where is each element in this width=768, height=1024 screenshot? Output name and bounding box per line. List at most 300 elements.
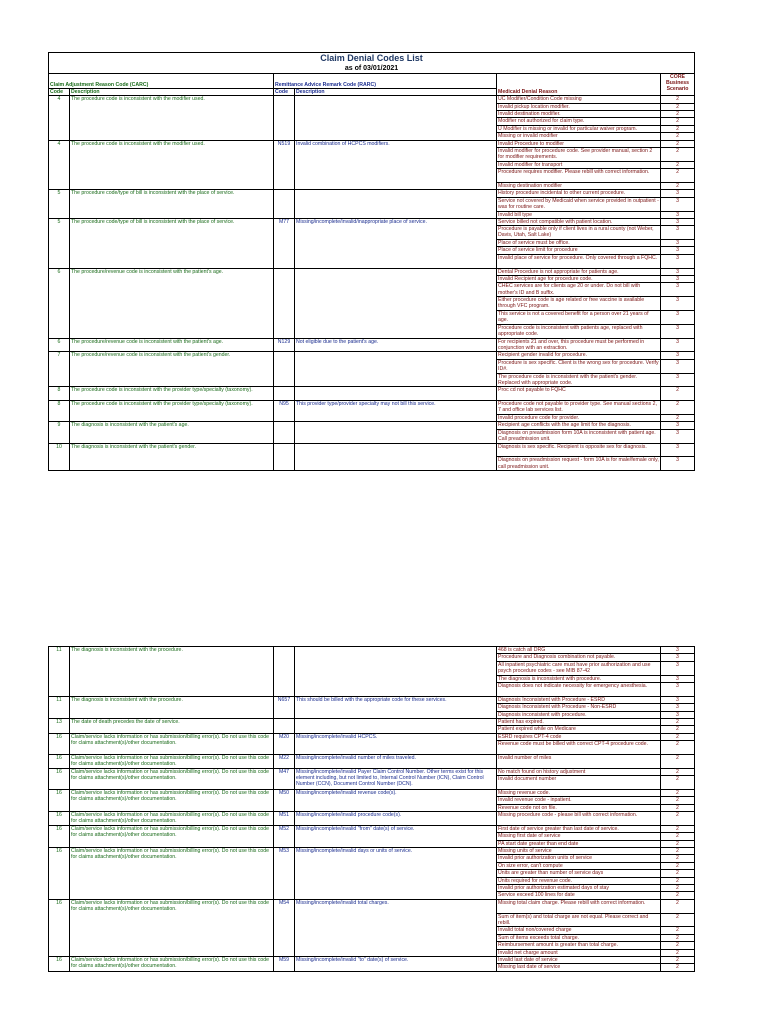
carc-description-cell: Claim/service lacks information or has submission/billing error(s). Do not use this code for claims attachment(s)/other documentation.: [70, 899, 274, 956]
medicaid-reason-cell: [497, 140, 661, 190]
core-scenario-value: 3: [676, 457, 679, 464]
medicaid-reason-item: Diagnosis inconsistent with procedure.: [498, 711, 587, 718]
carc-description-cell: Claim/service lacks information or has submission/billing error(s). Do not use this code for claims attachment(s)/other documentation.: [70, 848, 274, 900]
carc-group-header: Claim Adjustment Reason Code (CARC): [49, 74, 274, 89]
rarc-description-cell: Missing/incomplete/invalid/inappropriate place of service.: [295, 218, 497, 268]
medicaid-reason-cell: [497, 268, 661, 338]
rarc-group-header: Remittance Advice Remark Code (RARC): [274, 74, 497, 89]
core-scenario-value: 2: [676, 754, 679, 761]
carc-code-cell: 4: [49, 96, 70, 140]
medicaid-reason-item: Revenue code not on file.: [498, 804, 557, 811]
core-scenario-value: 2: [676, 741, 679, 748]
carc-code-cell: 10: [49, 443, 70, 471]
core-scenario-value: 2: [661, 942, 694, 949]
table-row: [49, 268, 695, 338]
medicaid-reason-item: 468 is catch all DRG: [497, 647, 660, 654]
medicaid-reason-cell: [497, 956, 661, 971]
carc-code-cell: 11: [49, 647, 70, 697]
carc-description-cell: Claim/service lacks information or has submission/billing error(s). Do not use this code for claims attachment(s)/other documentation.: [70, 733, 274, 754]
core-scenario-value: 2: [661, 111, 694, 118]
table-row: [49, 647, 695, 697]
core-scenario-value: 3: [661, 190, 694, 197]
rarc-code-cell: N95: [274, 401, 295, 422]
carc-code-cell: 9: [49, 422, 70, 443]
core-scenario-value: 3: [676, 324, 679, 331]
denial-code-rows-1: [49, 96, 695, 471]
carc-code-cell: 16: [49, 848, 70, 900]
medicaid-reason-item: Sum of items exceeds total charge.: [497, 935, 660, 942]
core-scenario-value: 3: [661, 422, 694, 429]
carc-code-cell: 4: [49, 140, 70, 190]
medicaid-reason-item: Dental Procedure is not appropriate for patients age.: [497, 269, 660, 276]
table-row: [49, 387, 695, 401]
core-scenario-value: 2: [661, 914, 694, 928]
core-scenario-cell: [661, 956, 695, 971]
core-scenario-cell: [661, 718, 695, 733]
core-scenario-value: 2: [661, 870, 694, 877]
carc-code-cell: 8: [49, 401, 70, 422]
rarc-code-cell: M50: [274, 789, 295, 811]
core-scenario-value: 2: [676, 133, 679, 140]
medicaid-reason-item: Either procedure code is age related or free vaccine is available through VFC program.: [497, 297, 660, 311]
core-scenario-value: 3: [661, 247, 694, 254]
core-scenario-value: 3: [661, 444, 694, 458]
core-scenario-value: 3: [676, 254, 679, 261]
rarc-description-cell: Missing/incomplete/invalid total charges.: [295, 899, 497, 956]
core-scenario-value: 2: [676, 892, 679, 899]
medicaid-reason-item: Invalid pickup location modifier.: [497, 104, 660, 111]
medicaid-reason-item: ESRD requires CPT-4 code: [497, 734, 660, 741]
rarc-code-cell: M47: [274, 768, 295, 789]
carc-code-cell: 16: [49, 789, 70, 811]
carc-code-cell: 6: [49, 268, 70, 338]
core-scenario-value: 3: [676, 682, 679, 689]
core-scenario-value: 2: [661, 96, 694, 103]
carc-code-cell: 16: [49, 956, 70, 971]
medicaid-reason-item: This service is not a covered benefit for a person over 21 years of age.: [497, 311, 660, 325]
table-row: [49, 956, 695, 971]
medicaid-reason-cell: [497, 218, 661, 268]
medicaid-reason-item: U Modifier is missing or invalid for particular waiver program.: [497, 126, 660, 133]
rarc-description-cell: [295, 352, 497, 387]
core-scenario-value: 2: [661, 957, 694, 964]
carc-code-cell: 16: [49, 899, 70, 956]
core-scenario-cell: [661, 825, 695, 847]
medicaid-reason-item: Procedure is sex specific. Client is the wrong sex for procedure. Verify ID#.: [498, 359, 659, 373]
rarc-description-cell: Missing/incomplete/invalid Payer Claim Control Number. Other terms exist for this element including, but not limited to, Internal Control Number (ICN), Claim Control Number (CCN), Document Control Number (DCN).: [295, 768, 497, 789]
as-of-date: as of 03/01/2021: [49, 64, 695, 74]
medicaid-reason-item: Missing total claim charge. Please rebill with correct information.: [497, 900, 660, 914]
carc-description-cell: Claim/service lacks information or has submission/billing error(s). Do not use this code for claims attachment(s)/other documentation.: [70, 789, 274, 811]
rarc-code-cell: M52: [274, 825, 295, 847]
rarc-description-cell: Missing/incomplete/invalid "from" date(s) of service.: [295, 825, 497, 847]
core-scenario-cell: [661, 789, 695, 811]
rarc-code-cell: [274, 352, 295, 387]
medicaid-reason-item: Procedure is payable only if client lives in a rural county (not Weber, Davis, Utah, Salt Lake): [497, 226, 660, 240]
core-scenario-value: 2: [661, 790, 694, 797]
core-scenario-value: 3: [661, 704, 694, 711]
medicaid-reason-cell: [497, 96, 661, 140]
core-scenario-cell: [661, 422, 695, 443]
table-row: [49, 401, 695, 422]
core-scenario-value: 3: [661, 297, 694, 311]
core-scenario-value: 3: [676, 373, 679, 380]
denial-codes-sheet-page-1: [48, 52, 694, 471]
medicaid-reason-item: Invalid modifier for transport: [497, 162, 660, 169]
table-row: [49, 352, 695, 387]
carc-code-cell: 5: [49, 218, 70, 268]
core-scenario-value: 2: [661, 104, 694, 111]
medicaid-reason-header: Medicaid Denial Reason: [497, 74, 661, 96]
medicaid-reason-cell: [497, 825, 661, 847]
table-row: [49, 899, 695, 956]
rarc-code-cell: N519: [274, 140, 295, 190]
medicaid-reason-item: Invalid number of miles: [498, 754, 552, 761]
denial-codes-sheet-page-2: [48, 646, 694, 972]
core-scenario-value: 2: [661, 141, 694, 148]
core-scenario-value: 2: [661, 826, 694, 833]
carc-description-cell: The procedure/revenue code is inconsistent with the patient's age.: [70, 338, 274, 352]
denial-code-rows-2: [49, 647, 695, 972]
medicaid-reason-item: Invalid prior authorization estimated days of stay: [497, 885, 660, 892]
core-scenario-cell: [661, 387, 695, 401]
rarc-description-cell: Missing/incomplete/invalid HCPCS.: [295, 733, 497, 754]
carc-code-cell: 5: [49, 190, 70, 219]
medicaid-reason-item: PA start date greater than end date: [498, 840, 579, 847]
core-scenario-cell: [661, 190, 695, 219]
page-title: Claim Denial Codes List: [49, 53, 695, 65]
table-row: [49, 96, 695, 140]
table-row: [49, 443, 695, 471]
medicaid-reason-item: Invalid Recipient age for procedure code.: [497, 276, 660, 283]
denial-codes-table-1: [48, 52, 695, 471]
medicaid-reason-item: Invalid prior authorization units of service: [497, 855, 660, 862]
rarc-code-cell: [274, 268, 295, 338]
medicaid-reason-cell: [497, 352, 661, 387]
core-scenario-value: 2: [661, 855, 694, 862]
rarc-description-cell: Missing/incomplete/invalid days or units of service.: [295, 848, 497, 900]
medicaid-reason-cell: [497, 387, 661, 401]
core-scenario-value: 2: [661, 734, 694, 741]
core-scenario-value: 2: [661, 878, 694, 885]
medicaid-reason-item: Diagnosis on preadmission form 10A is inconsistent with patient age. Call preadmission unit.: [498, 429, 656, 442]
medicaid-reason-item: Proc cd not payable to FQHC: [498, 387, 566, 394]
carc-description-cell: The procedure code is inconsistent with the modifier used.: [70, 96, 274, 140]
core-scenario-value: 2: [661, 927, 694, 934]
carc-description-cell: Claim/service lacks information or has submission/billing error(s). Do not use this code for claims attachment(s)/other documentation.: [70, 825, 274, 847]
core-scenario-value: 3: [661, 676, 694, 683]
medicaid-reason-item: All inpatient psychiatric care must have prior authorization and use psych procedure codes - see MIB 87-42: [497, 662, 660, 676]
core-scenario-value: 2: [661, 401, 694, 415]
medicaid-reason-cell: [497, 812, 661, 826]
carc-code-header: Code: [49, 89, 70, 96]
carc-code-cell: 16: [49, 825, 70, 847]
core-scenario-value: 2: [661, 162, 694, 169]
table-row: [49, 218, 695, 268]
core-scenario-cell: [661, 696, 695, 718]
rarc-code-cell: [274, 422, 295, 443]
medicaid-reason-item: Place of service limit for procedure: [497, 247, 660, 254]
medicaid-reason-item: Procedure requires modifier. Please rebill with correct information.: [497, 169, 660, 183]
medicaid-reason-item: Procedure and Diagnosis combination not payable.: [497, 654, 660, 661]
carc-description-cell: The diagnosis is inconsistent with the procedure.: [70, 647, 274, 697]
rarc-description-cell: [295, 443, 497, 471]
carc-description-cell: The procedure code is inconsistent with the provider type/specialty (taxonomy).: [70, 401, 274, 422]
medicaid-reason-item: Missing units of service: [497, 848, 660, 855]
medicaid-reason-item: Modifier not authorized for claim type.: [497, 118, 660, 125]
carc-code-cell: 11: [49, 696, 70, 718]
medicaid-reason-item: Procedure code not payable to provider type. See manual sections 2, 7 and office lab services list.: [497, 401, 660, 415]
medicaid-reason-item: Missing revenue code.: [497, 790, 660, 797]
medicaid-reason-cell: [497, 647, 661, 697]
carc-description-cell: The procedure code/type of bill is inconsistent with the place of service.: [70, 190, 274, 219]
core-scenario-cell: [661, 899, 695, 956]
core-scenario-value: 3: [661, 269, 694, 276]
medicaid-reason-cell: [497, 733, 661, 754]
medicaid-reason-item: Invalid destination modifier.: [497, 111, 660, 118]
medicaid-reason-item: Diagnosis is sex specific. Recipient is opposite sex for diagnosis.: [497, 444, 660, 458]
core-scenario-cell: [661, 140, 695, 190]
core-scenario-value: 2: [676, 804, 679, 811]
core-scenario-cell: [661, 401, 695, 422]
core-scenario-cell: [661, 848, 695, 900]
carc-description-cell: The diagnosis is inconsistent with the patient's gender.: [70, 443, 274, 471]
table-row: [49, 696, 695, 718]
medicaid-reason-item: Invalid document number: [498, 776, 557, 783]
core-scenario-value: 2: [676, 812, 679, 819]
table-row: [49, 422, 695, 443]
medicaid-reason-item: Sum of item(s) and total charge are not equal. Please correct and rebill.: [497, 914, 660, 928]
medicaid-reason-item: Diagnosis does not indicate necessity for emergency anesthesia.: [498, 682, 648, 689]
medicaid-reason-item: For recipients 21 and over, this procedure must be performed in conjunction with an extraction.: [498, 338, 645, 351]
core-scenario-cell: [661, 733, 695, 754]
medicaid-reason-cell: [497, 718, 661, 733]
core-scenario-cell: [661, 338, 695, 352]
denial-codes-table-2: [48, 646, 695, 972]
rarc-description-cell: Invalid combination of HCPCS modifiers.: [295, 140, 497, 190]
medicaid-reason-item: Diagnosis Inconsistent with Procedure - ESRD: [497, 697, 660, 704]
rarc-code-cell: M22: [274, 754, 295, 768]
rarc-description-cell: [295, 718, 497, 733]
table-row: [49, 812, 695, 826]
rarc-code-cell: N657: [274, 696, 295, 718]
medicaid-reason-item: Patient has expired.: [497, 719, 660, 726]
core-scenario-value: 2: [676, 415, 679, 421]
carc-code-cell: 6: [49, 338, 70, 352]
core-scenario-value: 3: [661, 198, 694, 212]
table-row: [49, 190, 695, 219]
core-scenario-value: 3: [661, 240, 694, 247]
core-scenario-value: 2: [661, 833, 694, 840]
table-row: [49, 789, 695, 811]
table-row: [49, 825, 695, 847]
core-scenario-value: 2: [661, 118, 694, 125]
table-row: [49, 733, 695, 754]
core-scenario-cell: [661, 812, 695, 826]
rarc-code-cell: M20: [274, 733, 295, 754]
rarc-code-header: Code: [274, 89, 295, 96]
carc-description-cell: The diagnosis is inconsistent with the procedure.: [70, 696, 274, 718]
carc-description-cell: The procedure code is inconsistent with the modifier used.: [70, 140, 274, 190]
core-scenario-value: 2: [661, 169, 694, 183]
rarc-code-cell: N129: [274, 338, 295, 352]
core-scenario-value: 3: [661, 647, 694, 654]
core-scenario-header: CORE Business Scenario: [661, 74, 695, 96]
rarc-code-cell: M59: [274, 956, 295, 971]
rarc-description-cell: [295, 387, 497, 401]
core-scenario-value: 2: [661, 848, 694, 855]
core-scenario-cell: [661, 218, 695, 268]
medicaid-reason-item: Invalid modifier for procedure code. See provider manual, section 2 for modifier requirements.: [497, 148, 660, 162]
medicaid-reason-cell: [497, 899, 661, 956]
core-scenario-value: 2: [661, 935, 694, 942]
medicaid-reason-item: Invalid net charge amount: [498, 949, 558, 956]
core-scenario-value: 3: [661, 219, 694, 226]
medicaid-reason-item: Service not covered by Medicaid when service provided in outpatient - was for routine care.: [498, 197, 659, 210]
medicaid-reason-cell: [497, 422, 661, 443]
carc-code-cell: 16: [49, 754, 70, 768]
medicaid-reason-item: Patient expired while on Medicare: [498, 726, 576, 733]
core-scenario-value: 3: [676, 338, 679, 345]
carc-description-cell: The diagnosis is inconsistent with the patient's age.: [70, 422, 274, 443]
carc-code-cell: 16: [49, 768, 70, 789]
medicaid-reason-item: Diagnosis on preadmission request - form 10A is for male/female only, call preadmission unit.: [498, 457, 659, 470]
medicaid-reason-item: Missing last date of service: [498, 964, 561, 971]
medicaid-reason-item: Recipient age conflicts with the age limit for the diagnosis.: [497, 422, 660, 429]
core-scenario-cell: [661, 754, 695, 768]
core-scenario-value: 2: [676, 726, 679, 733]
core-scenario-value: 2: [676, 964, 679, 971]
carc-description-cell: Claim/service lacks information or has submission/billing error(s). Do not use this code for claims attachment(s)/other documentation.: [70, 956, 274, 971]
medicaid-reason-item: Invalid procedure code for provider.: [498, 415, 580, 421]
core-scenario-value: 3: [661, 311, 694, 325]
rarc-description-cell: [295, 647, 497, 697]
medicaid-reason-item: UC Modifier/Condition Code missing: [497, 96, 660, 103]
core-scenario-value: 3: [661, 360, 694, 374]
medicaid-reason-item: CHEC services are for clients age 20 or under. Do not bill with mother's ID and B suffix.: [497, 283, 660, 297]
rarc-description-cell: Missing/incomplete/invalid procedure code(s).: [295, 812, 497, 826]
medicaid-reason-item: Missing destination modifier: [498, 182, 563, 189]
medicaid-reason-item: Units required for revenue code.: [497, 878, 660, 885]
core-scenario-value: 3: [676, 211, 679, 218]
rarc-description-cell: This should be billed with the appropriate code for these services.: [295, 696, 497, 718]
medicaid-reason-item: Procedure code is inconsistent with patients age, replaced with appropriate code.: [498, 324, 643, 338]
carc-code-cell: 8: [49, 387, 70, 401]
medicaid-reason-cell: [497, 338, 661, 352]
table-row: [49, 718, 695, 733]
medicaid-reason-item: Invalid total non/covered charge: [497, 927, 660, 934]
core-scenario-value: 3: [676, 429, 679, 436]
core-scenario-value: 2: [661, 900, 694, 914]
core-scenario-value: 3: [661, 697, 694, 704]
medicaid-reason-item: Invalid place of service for procedure. Only covered through a FQHC.: [498, 254, 658, 261]
core-scenario-value: 3: [661, 276, 694, 283]
medicaid-reason-item: Reimbursement amount is greater than total charge.: [497, 942, 660, 949]
core-scenario-value: 2: [661, 148, 694, 162]
medicaid-reason-item: The procedure code is inconsistent with the patient's gender. Replaced with appropriate code.: [498, 373, 638, 386]
rarc-description-cell: Missing/incomplete/invalid revenue code(s).: [295, 789, 497, 811]
rarc-description-cell: [295, 268, 497, 338]
rarc-code-cell: [274, 190, 295, 219]
core-scenario-value: 2: [661, 719, 694, 726]
core-scenario-value: 3: [661, 662, 694, 676]
core-scenario-value: 2: [661, 797, 694, 804]
medicaid-reason-cell: [497, 696, 661, 718]
core-scenario-cell: [661, 268, 695, 338]
core-scenario-cell: [661, 96, 695, 140]
rarc-code-cell: M77: [274, 218, 295, 268]
carc-code-cell: 16: [49, 812, 70, 826]
rarc-description-cell: This provider type/provider specialty may not bill this service.: [295, 401, 497, 422]
rarc-desc-header: Description: [295, 89, 497, 96]
table-row: [49, 338, 695, 352]
core-scenario-cell: [661, 443, 695, 471]
medicaid-reason-item: No match found on history adjustment: [497, 769, 660, 776]
medicaid-reason-cell: [497, 401, 661, 422]
rarc-description-cell: Missing/incomplete/invalid "to" date(s) of service.: [295, 956, 497, 971]
rarc-code-cell: M51: [274, 812, 295, 826]
core-scenario-value: 2: [676, 182, 679, 189]
medicaid-reason-item: Place of service must be office.: [497, 240, 660, 247]
medicaid-reason-item: Recipient gender invalid for procedure.: [497, 352, 660, 359]
core-scenario-value: 2: [676, 776, 679, 783]
medicaid-reason-item: Invalid Procedure to modifier: [497, 141, 660, 148]
carc-description-cell: The procedure code is inconsistent with the provider type/specialty (taxonomy).: [70, 387, 274, 401]
core-scenario-value: 2: [661, 126, 694, 133]
carc-description-cell: The procedure/revenue code is inconsistent with the patient's gender.: [70, 352, 274, 387]
core-scenario-value: 2: [676, 949, 679, 956]
table-row: [49, 848, 695, 900]
rarc-code-cell: [274, 647, 295, 697]
medicaid-reason-item: Units are greater than number of service days: [497, 870, 660, 877]
rarc-description-cell: [295, 190, 497, 219]
medicaid-reason-cell: [497, 848, 661, 900]
rarc-code-cell: M54: [274, 899, 295, 956]
core-scenario-cell: [661, 352, 695, 387]
medicaid-reason-cell: [497, 754, 661, 768]
rarc-description-cell: Not eligible due to the patient's age.: [295, 338, 497, 352]
core-scenario-value: 2: [661, 769, 694, 776]
carc-desc-header: Description: [70, 89, 274, 96]
medicaid-reason-item: Missing or invalid modifier: [498, 133, 558, 140]
rarc-description-cell: [295, 96, 497, 140]
rarc-code-cell: [274, 718, 295, 733]
medicaid-reason-cell: [497, 190, 661, 219]
core-scenario-value: 2: [661, 885, 694, 892]
medicaid-reason-cell: [497, 789, 661, 811]
carc-code-cell: 13: [49, 718, 70, 733]
medicaid-reason-cell: [497, 443, 661, 471]
medicaid-reason-item: Invalid bill type: [498, 211, 533, 218]
medicaid-reason-item: The diagnosis is inconsistent with procedure.: [497, 676, 660, 683]
carc-description-cell: The procedure/revenue code is inconsistent with the patient's age.: [70, 268, 274, 338]
rarc-code-cell: [274, 443, 295, 471]
core-scenario-value: 3: [661, 654, 694, 661]
medicaid-reason-item: Diagnosis Inconsistent with Procedure - Non-ESRD: [497, 704, 660, 711]
medicaid-reason-item: Missing first date of service: [497, 833, 660, 840]
core-scenario-value: 3: [661, 283, 694, 297]
medicaid-reason-item: History procedure incidental to other current procedure.: [497, 190, 660, 197]
medicaid-reason-item: Missing procedure code - please bill with correct information.: [498, 812, 638, 819]
carc-description-cell: Claim/service lacks information or has submission/billing error(s). Do not use this code for claims attachment(s)/other documentation.: [70, 812, 274, 826]
core-scenario-value: 2: [676, 840, 679, 847]
medicaid-reason-item: Service billed not compatible with patient location.: [497, 219, 660, 226]
medicaid-reason-item: Invalid revenue code - inpatient.: [497, 797, 660, 804]
carc-code-cell: 7: [49, 352, 70, 387]
table-row: [49, 768, 695, 789]
core-scenario-cell: [661, 768, 695, 789]
core-scenario-value: 2: [661, 863, 694, 870]
